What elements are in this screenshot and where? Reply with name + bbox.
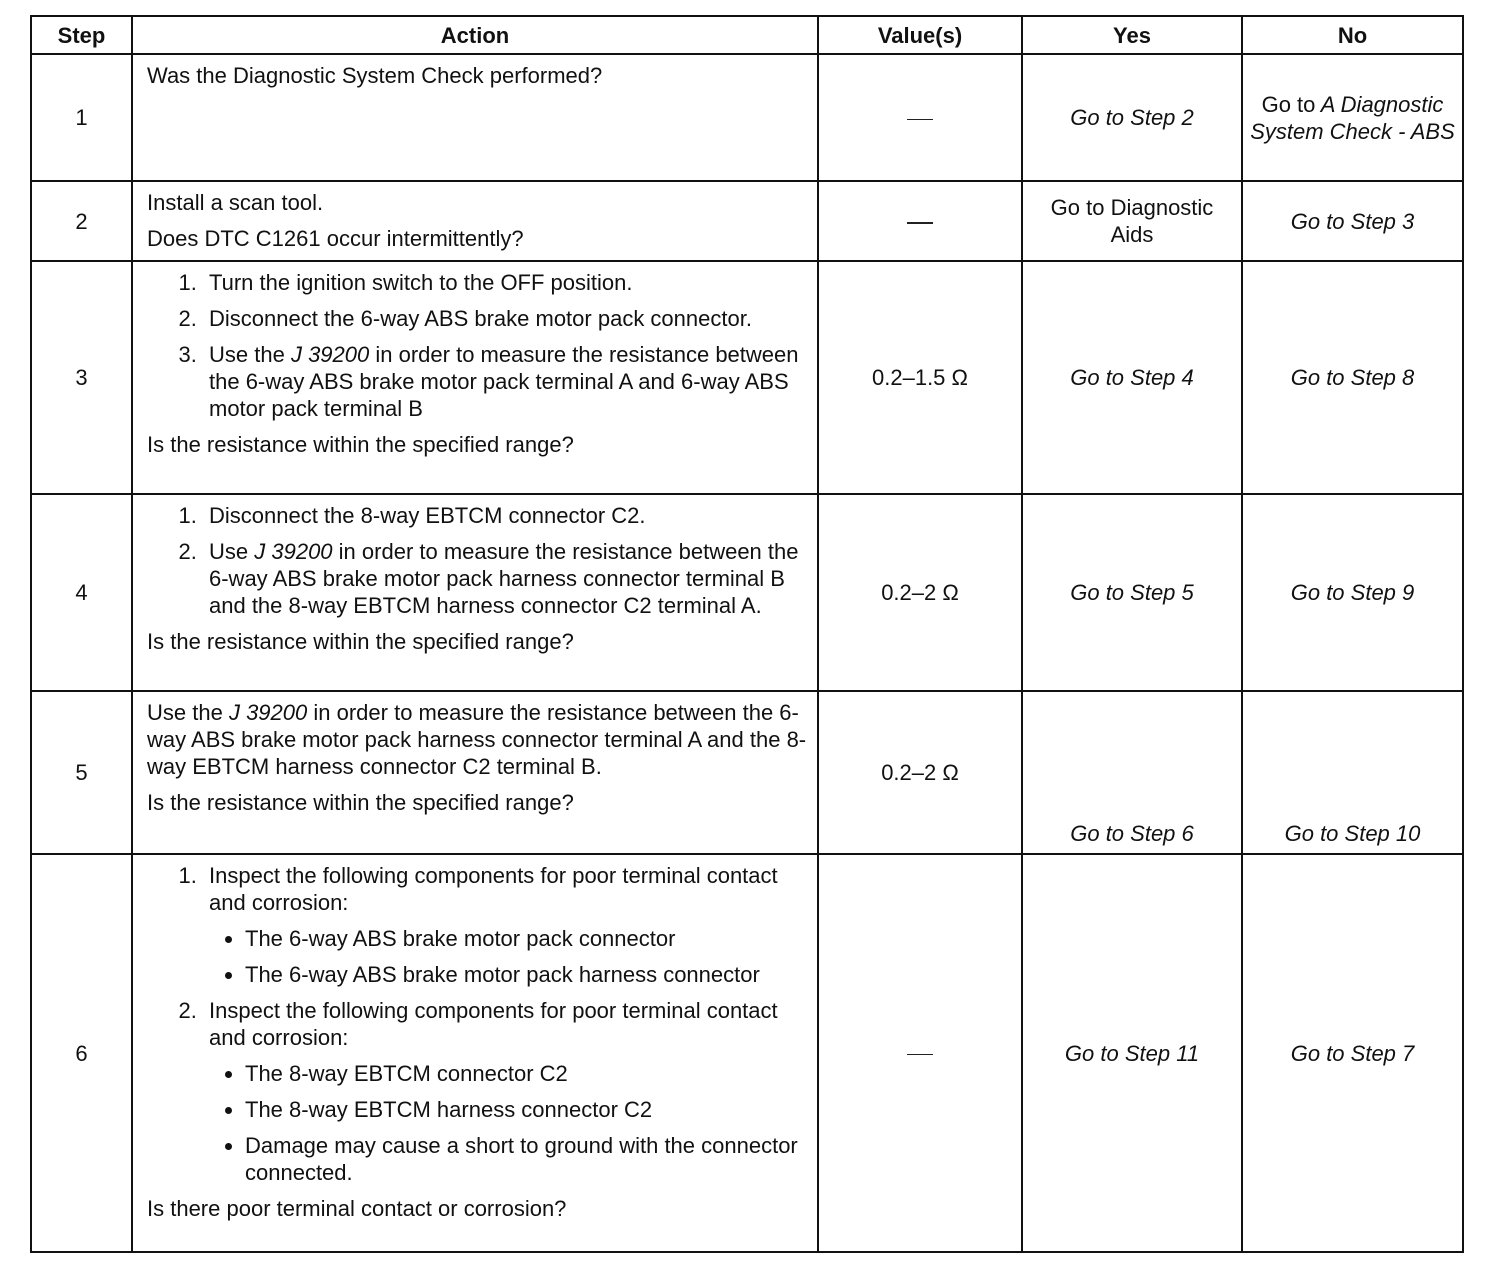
action-instruction — [147, 699, 807, 780]
table-row — [31, 854, 1463, 1252]
table-row — [31, 691, 1463, 854]
action-step-item: 1. Turn the ignition switch to the OFF position. — [203, 269, 807, 296]
header-row — [31, 16, 1463, 54]
table-row — [31, 494, 1463, 691]
value-cell: 0.2–2 Ω — [818, 494, 1022, 691]
no-cell: Go to Step 3 — [1242, 181, 1463, 261]
value-cell — [818, 181, 1022, 261]
action-instruction: Install a scan tool. — [147, 190, 324, 215]
step-number: 4 — [31, 494, 132, 691]
bullet-list — [209, 925, 807, 988]
bullet-item: • The 6-way ABS brake motor pack harness connector — [245, 961, 807, 988]
value-dash — [907, 119, 933, 120]
bullet-list — [209, 1060, 807, 1186]
value-cell: 0.2–2 Ω — [818, 691, 1022, 854]
value-cell — [818, 854, 1022, 1252]
action-steps — [147, 502, 807, 619]
step-number: 1 — [31, 54, 132, 181]
step-number: 3 — [31, 261, 132, 494]
value-dash — [907, 1054, 933, 1055]
yes-cell: Go to Step 11 — [1022, 854, 1242, 1252]
text-segment: Use the — [147, 700, 223, 725]
header-step: Step — [31, 16, 132, 54]
action-step-item: 1. Disconnect the 8-way EBTCM connector C2. — [203, 502, 807, 529]
yes-cell: Go to Step 4 — [1022, 261, 1242, 494]
tool-name: J 39200 — [254, 539, 333, 564]
yes-cell: Go to Step 2 — [1022, 54, 1242, 181]
action-step-item — [203, 538, 807, 619]
action-question: Is there poor terminal contact or corrosion? — [147, 1196, 567, 1221]
no-cell — [1242, 54, 1463, 181]
bullet-item: • The 6-way ABS brake motor pack connector — [245, 925, 807, 952]
action-step-item — [203, 341, 807, 422]
header-values: Value(s) — [818, 16, 1022, 54]
action-steps — [147, 269, 807, 422]
no-prefix: Go to — [1261, 91, 1316, 117]
step-number: 2 — [31, 181, 132, 261]
text-segment: Use the — [209, 342, 285, 367]
bullet-item: • The 8-way EBTCM harness connector C2 — [245, 1096, 807, 1123]
action-cell — [132, 691, 818, 854]
no-link: A Diagnostic System Check - ABS — [1250, 91, 1455, 144]
diagnostic-table — [30, 15, 1464, 1253]
action-cell — [132, 494, 818, 691]
yes-cell: Go to Step 5 — [1022, 494, 1242, 691]
action-cell — [132, 854, 818, 1252]
action-cell — [132, 261, 818, 494]
no-cell: Go to Step 9 — [1242, 494, 1463, 691]
action-steps — [147, 862, 807, 1186]
action-question: Is the resistance within the specified range? — [147, 432, 574, 457]
yes-cell: Go to Step 6 — [1022, 691, 1242, 854]
action-cell — [132, 181, 818, 261]
header-no: No — [1242, 16, 1463, 54]
action-step-item: 2. Disconnect the 6-way ABS brake motor pack connector. — [203, 305, 807, 332]
text-segment: Inspect the following components for poor terminal contact and corrosion: — [209, 998, 778, 1050]
table-row — [31, 54, 1463, 181]
step-number: 6 — [31, 854, 132, 1252]
value-dash — [907, 222, 933, 224]
tool-name: J 39200 — [228, 700, 308, 725]
text-segment: Inspect the following components for poor terminal contact and corrosion: — [209, 863, 778, 915]
text-segment: Use — [209, 539, 249, 564]
no-cell: Go to Step 8 — [1242, 261, 1463, 494]
value-cell: 0.2–1.5 Ω — [818, 261, 1022, 494]
table-row — [31, 181, 1463, 261]
action-question: Was the Diagnostic System Check performed? — [147, 63, 603, 88]
bullet-item: • The 8-way EBTCM connector C2 — [245, 1060, 807, 1087]
table-row — [31, 261, 1463, 494]
action-question: Is the resistance within the specified range? — [147, 790, 574, 815]
text-segment: in order to measure the resistance between the 6-way ABS brake motor pack harness connector terminal B and the 8-way EBTCM harness connector C2 terminal A. — [209, 539, 799, 618]
no-cell: Go to Step 10 — [1242, 691, 1463, 854]
step-number: 5 — [31, 691, 132, 854]
header-yes: Yes — [1022, 16, 1242, 54]
bullet-item: • Damage may cause a short to ground with the connector connected. — [245, 1132, 807, 1186]
yes-cell: Go to Diagnostic Aids — [1022, 181, 1242, 261]
text-segment: in order to measure the resistance between the 6-way ABS brake motor pack terminal A and 6-way ABS motor pack terminal B — [209, 342, 799, 421]
tool-name: J 39200 — [290, 342, 370, 367]
value-cell — [818, 54, 1022, 181]
text-segment: in order to measure the resistance between the 6-way ABS brake motor pack harness connector terminal A and the 8-way EBTCM harness connector C2 terminal B. — [147, 700, 807, 779]
no-cell: Go to Step 7 — [1242, 854, 1463, 1252]
header-action: Action — [132, 16, 818, 54]
action-question: Does DTC C1261 occur intermittently? — [147, 226, 524, 251]
action-step-item — [203, 997, 807, 1186]
action-step-item — [203, 862, 807, 988]
action-cell — [132, 54, 818, 181]
action-question: Is the resistance within the specified range? — [147, 629, 574, 654]
